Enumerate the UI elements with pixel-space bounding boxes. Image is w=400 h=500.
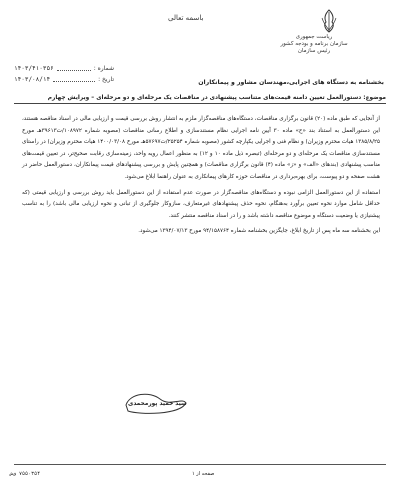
letter-body	[22, 114, 380, 242]
date-label: تاریخ :	[98, 76, 114, 83]
organization-header	[244, 34, 384, 55]
body-paragraph: استفاده از این دستورالعمل الزامی نبوده و دستگاه‌های مناقصه‌گزار در صورت عدم استفاده از این دستورالعمل باید روش بررسی و ارزیابی قیمتی (که حداقل شامل موارد نحوه تعیین برآورد به‌هنگام، نحوه حذف پیشنهادهای غیرمتعارف، سازوکار جلوگیری از تبانی و نحوه ارزیابی مالی باشد) را به تناسب پیشنیازی یا وضعیت دستگاه و موضوع مناقصه داشته باشد و را در اسناد مناقصه منتشر کنند.	[22, 189, 380, 219]
org-line: ریاست جمهوری	[295, 34, 333, 40]
body-paragraph: از آنجایی که طبق ماده (۲۰) قانون برگزاری مناقصات، دستگاه‌های مناقصه‌گزار ملزم به انتشار روش بررسی قیمت و ارزیابی مالی در اسناد مناقصه هستند، این دستورالعمل به استناد بند «ح» ماده ۳۰ آیین نامه اجرایی نظام مستندسازی و اطلاع رسانی مناقصات (مصوبه شماره ۱۰۸۹۷۲/ت۳۹۶۱۳هـ مورخ ۱۳۸۵/۸/۲۵ هیات محترم وزیران) و نظام فنی و اجرایی یکپارچه کشور (مصوبه شماره ۲۵۲۵۴/ت۵۷۶۹۷هـ مورخ ۱۴۰۰/۰۳/۰۸ هیات محترم وزیران) در راستای مستندسازی مناقصات یک مرحله‌ای و دو مرحله‌ای (تبصره ذیل ماده ۱۰ و ۱۲) به منظور اعمال رویه واحد، زمینه‌سازی رقابت صحیح‌تر، در تعیین قیمت‌های مناسب پیشنهادی (بندهای «الف» و «ز» ماده (۴) قانون برگزاری مناقصات) و همچنین پایش و بررسی پیشنهادهای قیمت پیمانکاران، دستورالعمل حاضر در هشت صفحه و دو پیوست، برای بهره‌برداری در مناقصات حوزه کارهای پیمانکاری به عنوان راهنما ابلاغ می‌شود.	[22, 116, 381, 180]
signatory-name: سید حمید پورمحمدی	[128, 401, 187, 407]
body-paragraph: این بخشنامه سه ماه پس از تاریخ ابلاغ، جایگزین بخشنامه شماره ۹۴/۱۵۸۷۶۴ مورخ ۱۳۹۴/۰۷/۱۳ می‌شود.	[138, 228, 380, 235]
letter-page	[8, 6, 392, 494]
dotted-line	[57, 63, 91, 71]
org-line: رئیس سازمان	[297, 48, 331, 54]
number-label: شماره :	[93, 65, 114, 72]
footer-divider	[14, 464, 386, 465]
number-value: ۱۴۰۳/۴۱۰۳۵۶	[14, 65, 54, 72]
org-line: سازمان برنامه و بودجه کشور	[280, 41, 348, 47]
basmala-text: باسمه تعالی	[168, 14, 204, 22]
emblem-icon	[318, 8, 340, 34]
number-row	[14, 63, 114, 74]
subject-line: موضوع: دستورالعمل تعیین دامنه قیمت‌های متناسب پیشنهادی در مناقصات یک مرحله‌ای و دو مرحله‌ای – ویرایش چهارم	[14, 95, 386, 104]
footer-code: ۷۵۵۰۳۵۴ ف‌ش	[10, 471, 41, 477]
date-value: ۱۴۰۳/۰۸/۱۴	[14, 76, 51, 83]
addressee-line: بخشنامه به دستگاه های اجرایی،مهندسان مشاور و پیمانکاران	[198, 79, 384, 86]
page-number: صفحه از ۱	[192, 471, 215, 477]
